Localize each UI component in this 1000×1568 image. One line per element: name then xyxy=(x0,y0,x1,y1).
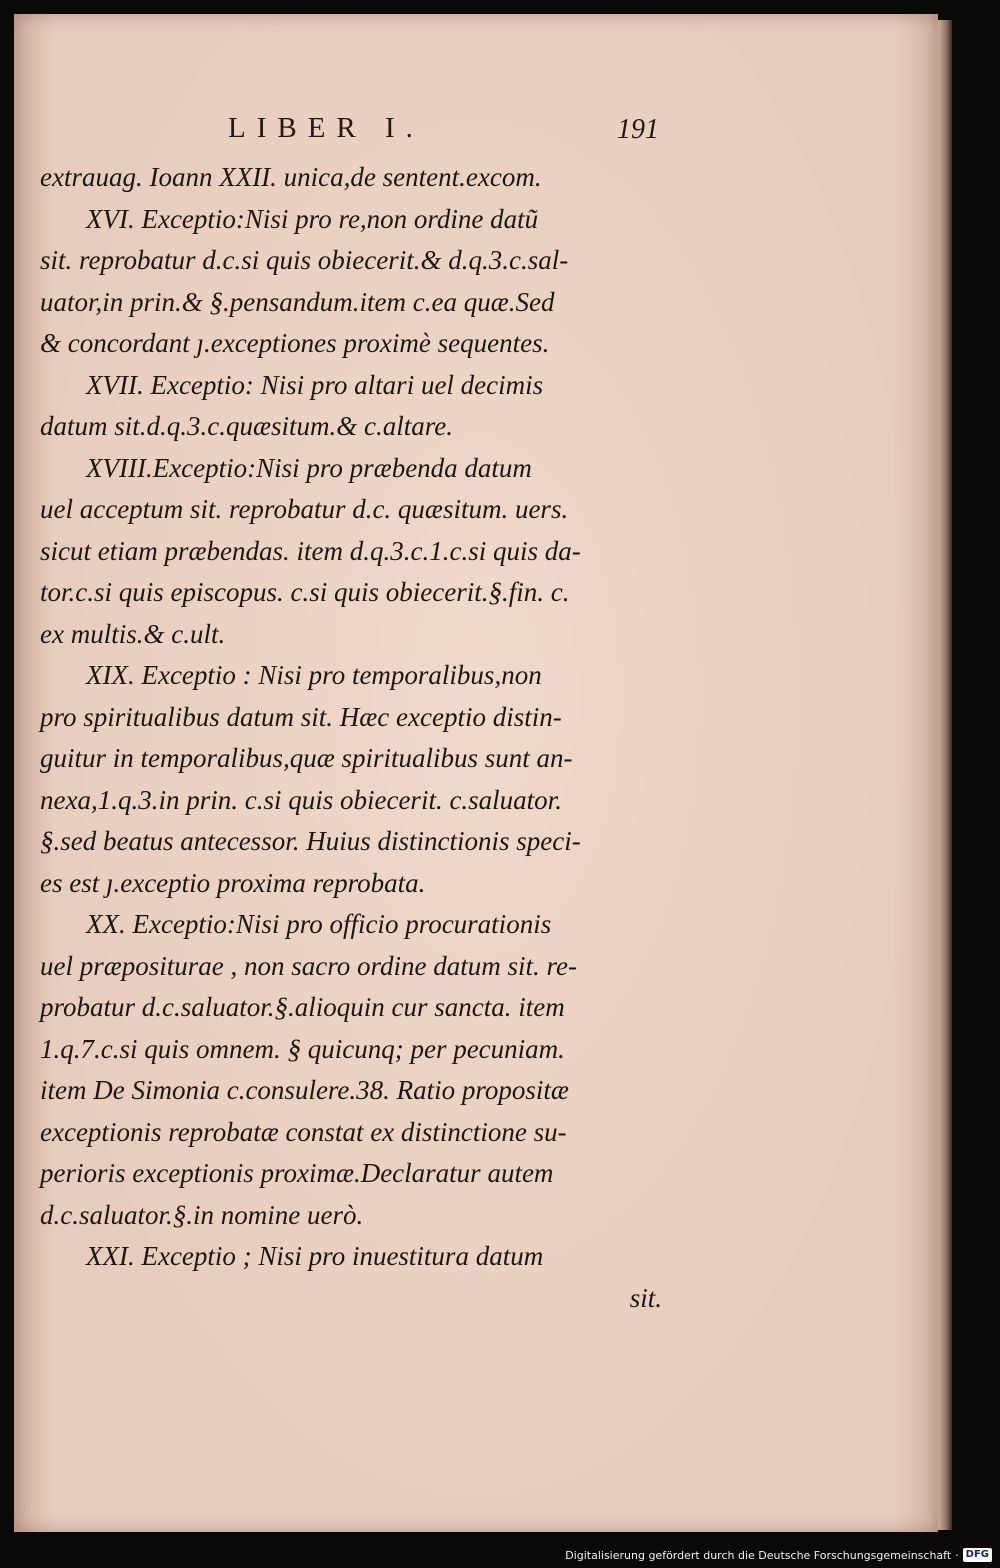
text-line: guitur in temporalibus,quæ spiritualibus sunt an- xyxy=(40,743,573,773)
book-page xyxy=(14,14,938,1532)
footer-credit xyxy=(565,1544,992,1566)
text-line: XVIII.Exceptio:Nisi pro præbenda datum xyxy=(86,452,532,483)
text-line: tor.c.si quis episcopus. c.si quis obiecerit.§.fin. c. xyxy=(40,577,570,607)
text-line: XVII. Exceptio: Nisi pro altari uel decimis xyxy=(86,369,544,400)
text-line: exceptionis reprobatæ constat ex distinctione su- xyxy=(40,1116,567,1147)
text-line: uator,in prin.& §.pensandum.item c.ea quæ.Sed xyxy=(40,286,555,317)
text-line: sit. reprobatur d.c.si quis obiecerit.& d.q.3.c.sal- xyxy=(40,245,569,275)
text-line: §.sed beatus antecessor. Huius distinctionis speci- xyxy=(40,826,581,856)
page-number: 191 xyxy=(617,114,659,145)
dfg-logo-icon: DFG xyxy=(963,1548,992,1562)
text-line: uel acceptum sit. reprobatur d.c. quæsitum. uers. xyxy=(40,494,569,524)
text-line: item De Simonia c.consulere.38. Ratio propositæ xyxy=(40,1075,569,1105)
separator: · xyxy=(955,1548,959,1562)
text-line: XIX. Exceptio : Nisi pro temporalibus,non xyxy=(86,660,542,690)
text-line: XXI. Exceptio ; Nisi pro inuestitura datum xyxy=(86,1241,544,1271)
text-line: d.c.saluator.§.in nomine uerò. xyxy=(40,1199,364,1230)
text-line: uel præpositurae , non sacro ordine datum sit. re- xyxy=(40,950,577,981)
text-line: perioris exceptionis proximæ.Declaratur autem xyxy=(40,1158,554,1188)
text-line: nexa,1.q.3.in prin. c.si quis obiecerit. c.saluator. xyxy=(40,784,562,815)
text-line: datum sit.d.q.3.c.quæsitum.& c.altare. xyxy=(40,411,453,441)
text-line: es est ȷ.exceptio proxima reprobata. xyxy=(40,867,426,898)
funding-credit: Digitalisierung gefördert durch die Deutsche Forschungsgemeinschaft xyxy=(565,1548,952,1562)
text-line: XVI. Exceptio:Nisi pro re,non ordine datũ xyxy=(86,203,539,234)
text-line: XX. Exceptio:Nisi pro officio procurationis xyxy=(86,909,552,939)
text-line: ex multis.& c.ult. xyxy=(40,618,226,649)
page-edge xyxy=(938,20,952,1530)
text-line: probatur d.c.saluator.§.alioquin cur sancta. item xyxy=(40,992,565,1022)
text-line: extrauag. Ioann XXII. unica,de sentent.excom. xyxy=(40,162,542,192)
body-text xyxy=(40,157,662,1319)
text-line: 1.q.7.c.si quis omnem. § quicunq; per pecuniam. xyxy=(40,1033,565,1064)
running-title: LIBER I. xyxy=(228,112,424,144)
catchword: sit. xyxy=(629,1282,662,1313)
text-line: & concordant ȷ.exceptiones proximè sequentes. xyxy=(40,328,550,358)
text-line: pro spiritualibus datum sit. Hæc exceptio distin- xyxy=(40,701,562,732)
page-header xyxy=(14,112,938,152)
text-line: sicut etiam præbendas. item d.q.3.c.1.c.si quis da- xyxy=(40,535,581,566)
